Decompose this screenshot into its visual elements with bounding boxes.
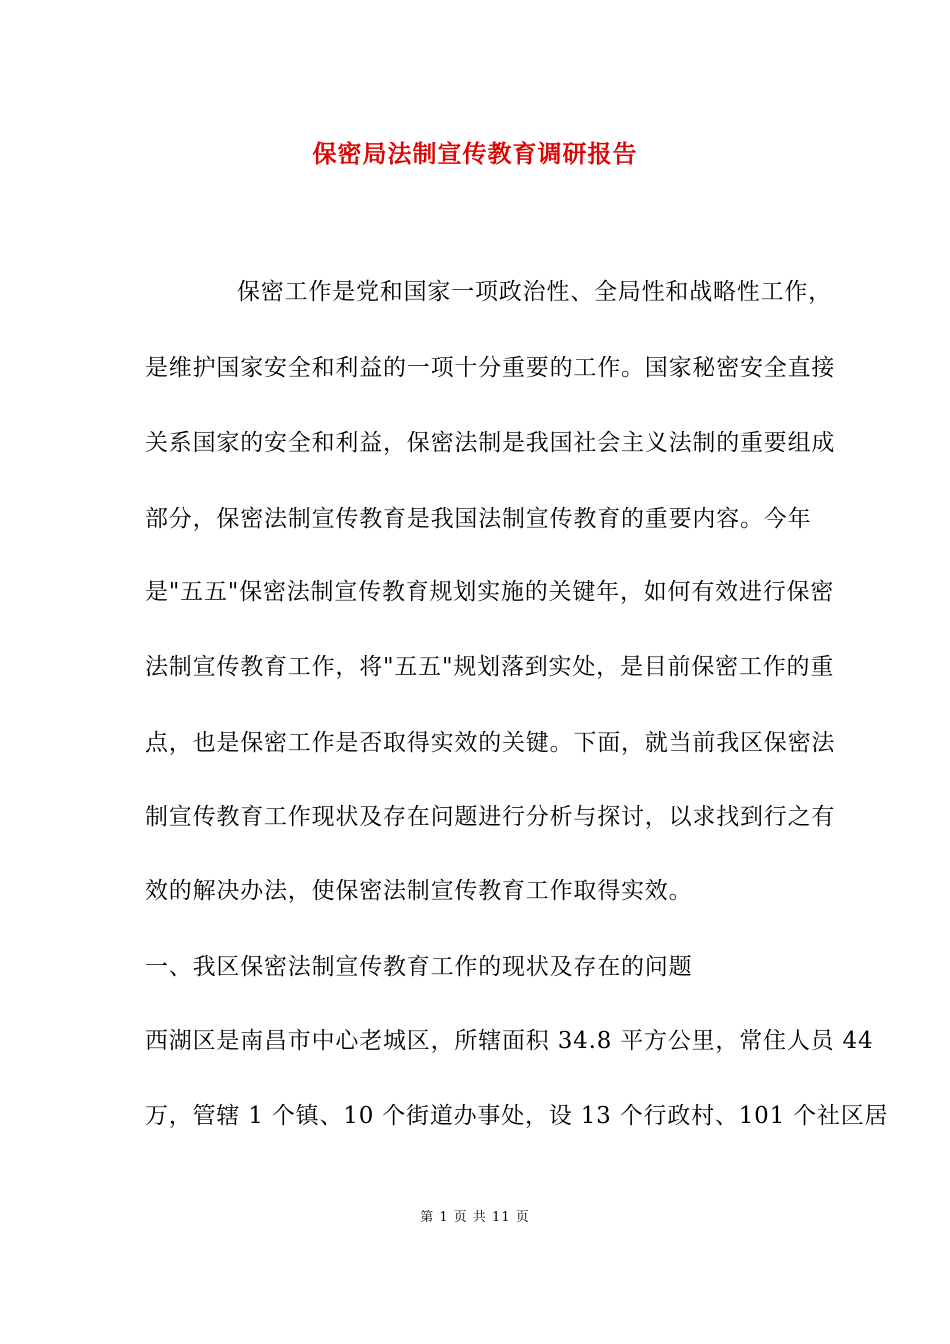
section-heading: 一、我区保密法制宣传教育工作的现状及存在的问题 bbox=[145, 954, 693, 980]
paragraph-line: 是维护国家安全和利益的一项十分重要的工作。国家秘密安全直接 bbox=[145, 355, 836, 381]
paragraph-line: 点，也是保密工作是否取得实效的关键。下面，就当前我区保密法 bbox=[145, 730, 836, 756]
paragraph-line: 法制宣传教育工作，将"五五"规划落到实处，是目前保密工作的重 bbox=[145, 654, 835, 680]
paragraph-line: 是"五五"保密法制宣传教育规划实施的关键年，如何有效进行保密 bbox=[145, 579, 835, 605]
paragraph-line: 保密工作是党和国家一项政治性、全局性和战略性工作， bbox=[237, 279, 832, 305]
document-title: 保密局法制宣传教育调研报告 bbox=[312, 139, 638, 168]
paragraph-line: 西湖区是南昌市中心老城区，所辖面积 34.8 平方公里，常住人员 44 bbox=[145, 1028, 874, 1054]
page-footer: 第 1 页 共 11 页 bbox=[420, 1210, 530, 1225]
paragraph-line: 万，管辖 1 个镇、10 个街道办事处，设 13 个行政村、101 个社区居 bbox=[145, 1103, 889, 1129]
paragraph-line: 部分，保密法制宣传教育是我国法制宣传教育的重要内容。今年 bbox=[145, 506, 812, 532]
paragraph-line: 效的解决办法，使保密法制宣传教育工作取得实效。 bbox=[145, 878, 693, 904]
paragraph-line: 关系国家的安全和利益，保密法制是我国社会主义法制的重要组成 bbox=[145, 430, 836, 456]
paragraph-line: 制宣传教育工作现状及存在问题进行分析与探讨，以求找到行之有 bbox=[145, 804, 836, 830]
